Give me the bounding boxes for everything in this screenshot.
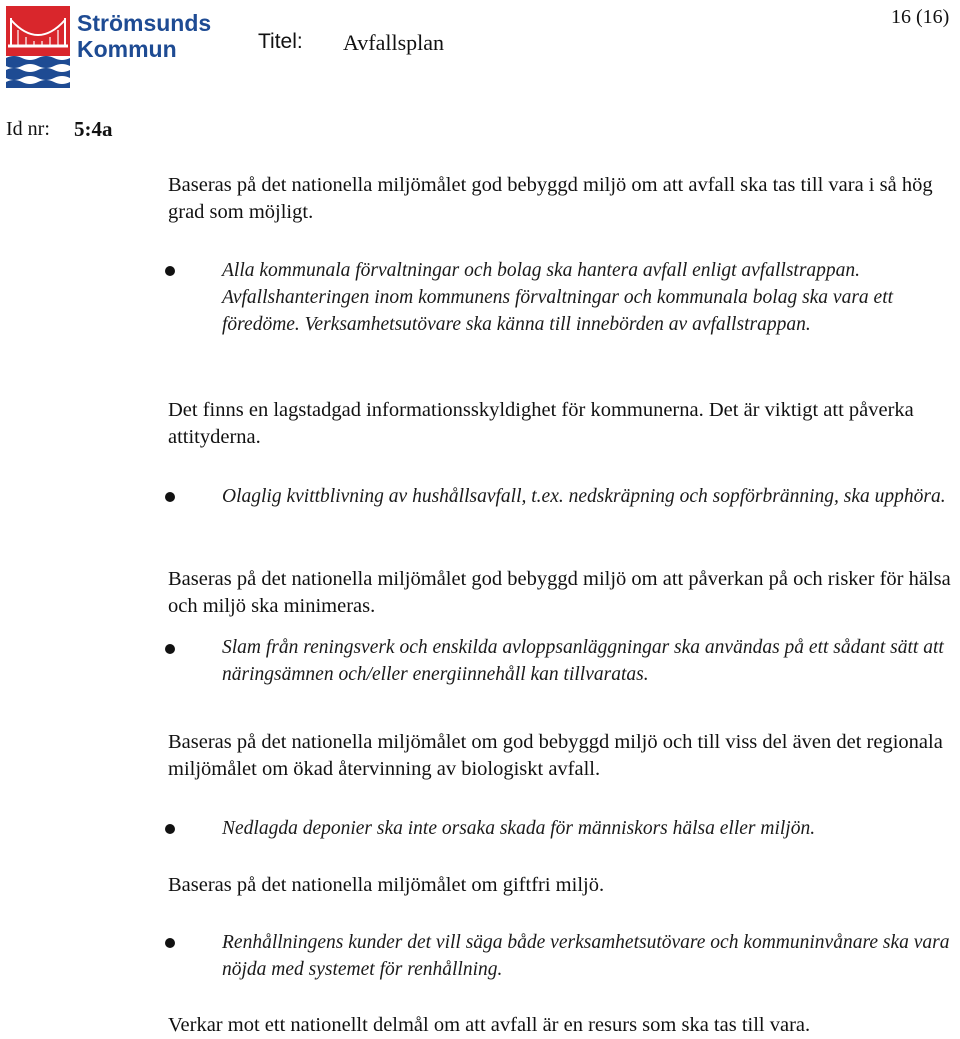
paragraph-4: Baseras på det nationella miljömålet om god bebyggd miljö och till viss del även det regionala miljömålet om ökad återvinning av biologiskt avfall. bbox=[168, 731, 943, 780]
bullet-item-5: Renhållningens kunder det vill säga både verksamhetsutövare och kommuninvånare ska vara nöjda med systemet för renhållning. bbox=[222, 932, 950, 980]
id-number-label: Id nr: bbox=[6, 118, 50, 140]
bullet-item-3: Slam från reningsverk och enskilda avloppsanläggningar ska användas på ett sådant sätt att näringsämnen och/eller energiinnehåll kan tillvaratas. bbox=[222, 637, 944, 685]
paragraph-5: Baseras på det nationella miljömålet om giftfri miljö. bbox=[168, 874, 605, 896]
paragraph-1: Baseras på det nationella miljömålet god bebyggd miljö om att avfall ska tas till vara i så hög grad som möjligt. bbox=[168, 174, 933, 223]
bullet-icon bbox=[165, 492, 175, 502]
paragraph-3: Baseras på det nationella miljömålet god bebyggd miljö om att påverkan på och risker för hälsa och miljö ska minimeras. bbox=[168, 568, 951, 617]
bullet-icon bbox=[165, 644, 175, 654]
bridge-logo-icon bbox=[6, 6, 70, 88]
logo-text-line2: Kommun bbox=[77, 36, 177, 62]
page-number: 16 (16) bbox=[891, 6, 950, 28]
logo-text-line1: Strömsunds bbox=[77, 10, 212, 36]
bullet-item-4: Nedlagda deponier ska inte orsaka skada för människors hälsa eller miljön. bbox=[222, 818, 816, 839]
bullet-icon bbox=[165, 824, 175, 834]
bullet-icon bbox=[165, 266, 175, 276]
paragraph-2: Det finns en lagstadgad informationsskyldighet för kommunerna. Det är viktigt att påverka attityderna. bbox=[168, 399, 914, 448]
id-number-value: 5:4a bbox=[74, 117, 113, 141]
document-title: Avfallsplan bbox=[343, 30, 445, 55]
strömsunds-kommun-logo bbox=[6, 6, 212, 90]
paragraph-6: Verkar mot ett nationellt delmål om att avfall är en resurs som ska tas till vara. bbox=[168, 1014, 811, 1036]
bullet-icon bbox=[165, 938, 175, 948]
bullet-item-1: Alla kommunala förvaltningar och bolag ska hantera avfall enligt avfallstrappan. Avfallshanteringen inom kommunens förvaltningar och kommunala bolag ska vara ett föredöme. Verksamhetsutövare ska känna till innebörden av avfallstrappan. bbox=[222, 260, 894, 335]
bullet-item-2: Olaglig kvittblivning av hushållsavfall, t.ex. nedskräpning och sopförbränning, ska upphöra. bbox=[222, 486, 946, 507]
title-label: Titel: bbox=[258, 30, 303, 53]
